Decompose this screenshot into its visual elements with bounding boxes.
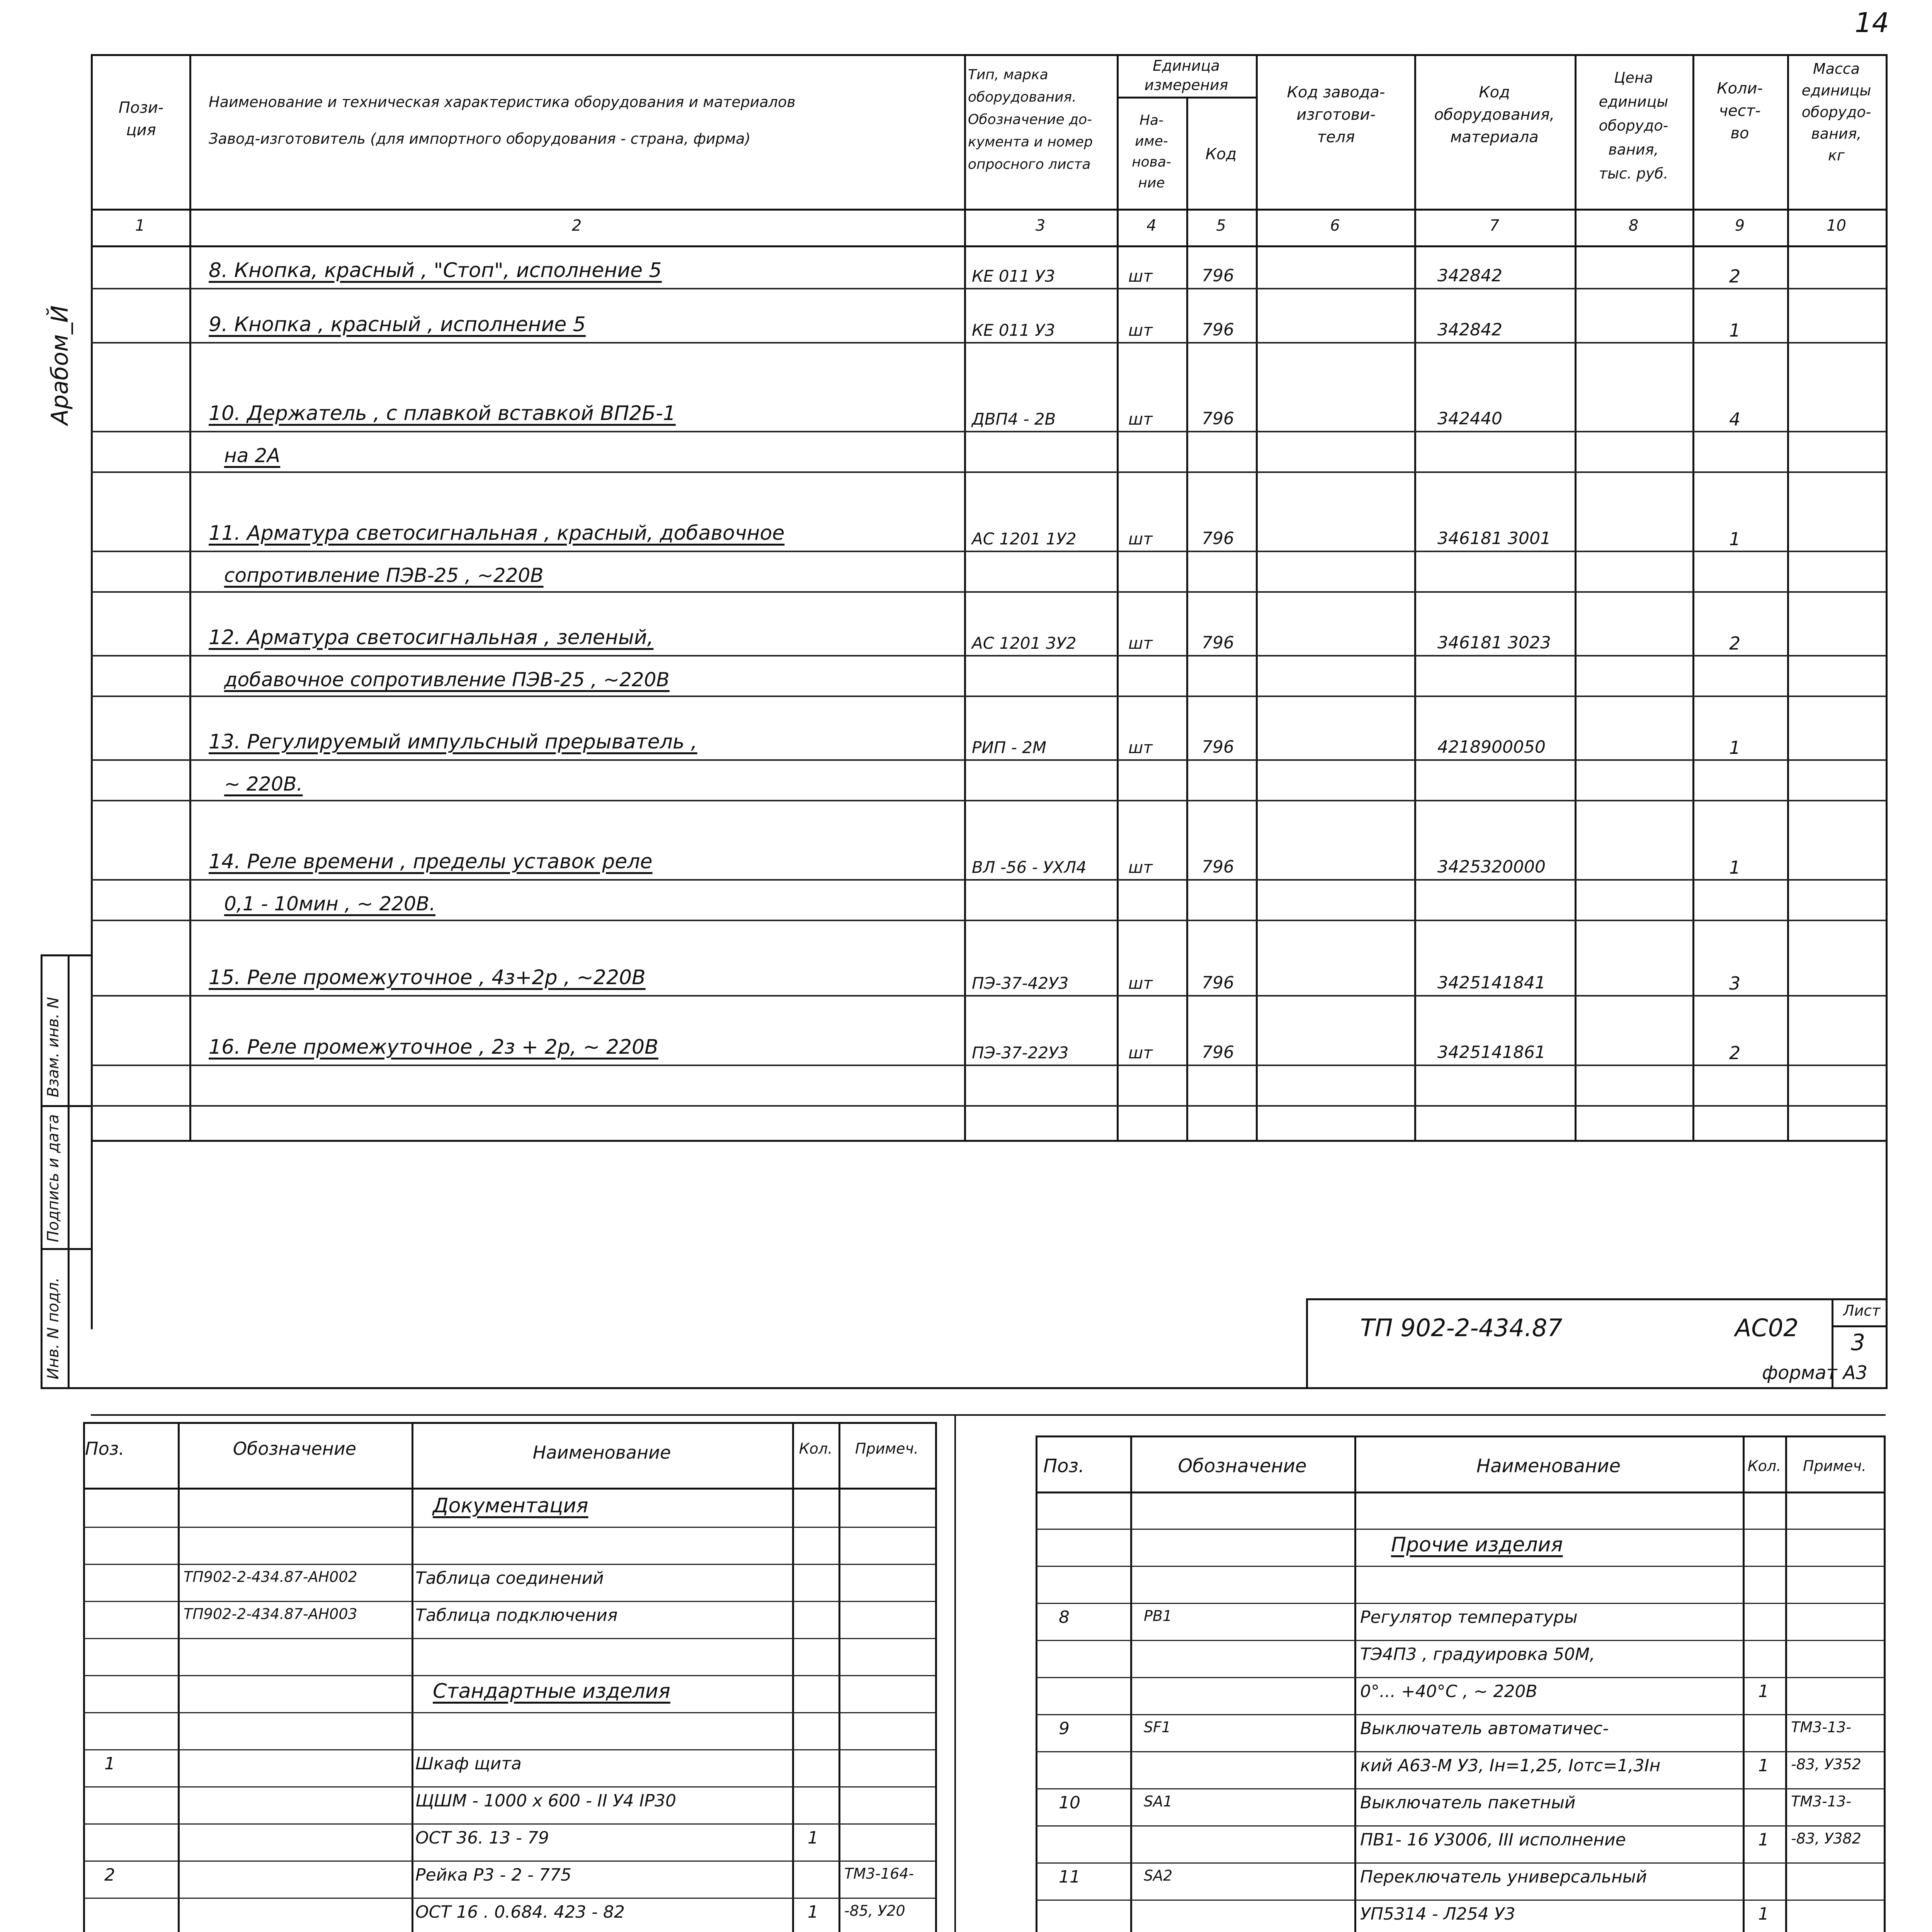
top-stamp-sheet-label: Лист [1843,1302,1881,1319]
top-row-type: АС 1201 3У2 [972,634,1077,653]
ls-row-qty: 1 [808,1828,818,1848]
ls-row-pos: 1 [104,1754,115,1774]
top-row-name2: сопротивление ПЭВ-25 , ~220В [224,564,544,587]
top-row-unit: шт [1128,529,1153,548]
ls-row-des: ТП902-2-434.87-АН003 [184,1605,357,1622]
rs-hdr-des: Обозначение [1178,1455,1307,1477]
top-row-name: 9. Кнопка , красный , исполнение 5 [209,313,586,336]
top-row-name: 10. Держатель , с плавкой вставкой ВП2Б-1 [209,402,676,425]
hdr-unit-name: На- име- нова- ние [1132,112,1171,191]
rs-row-des: SA1 [1144,1793,1173,1810]
top-row-equip-code: 3425141861 [1437,1043,1546,1062]
top-row-qty: 2 [1729,266,1741,287]
top-row-name2: добавочное сопротивление ПЭВ-25 , ~220В [224,668,670,691]
top-row-unit: шт [1128,1043,1153,1062]
top-row-unit: шт [1128,634,1153,653]
hdr-position: Пози- ция [118,99,164,139]
top-row-unit: шт [1128,974,1153,993]
top-row-type: РИП - 2М [972,738,1047,757]
top-row-qty: 1 [1729,529,1741,549]
rs-hdr-pos: Поз. [1043,1455,1085,1477]
top-row-name: 11. Арматура светосигнальная , красный, добавочное [209,522,785,545]
top-row-name2: ~ 220В. [224,773,303,795]
top-row-equip-code: 342842 [1437,320,1502,340]
page-number: 14 [1855,7,1889,39]
rs-row-des: РВ1 [1144,1607,1172,1624]
top-row-type: АС 1201 1У2 [972,529,1077,548]
rs-row-note: -83, У352 [1791,1756,1861,1773]
top-left-label-3: Инв. N подл. [44,1277,62,1379]
top-row-type: ВЛ -56 - УХЛ4 [972,858,1087,877]
top-row-equip-code: 346181 3023 [1437,633,1551,653]
rs-row-qty: 1 [1758,1904,1769,1924]
colnum-7: 7 [1489,217,1500,235]
rs-hdr-note: Примеч. [1803,1458,1866,1475]
format-label: формат А3 [1762,1362,1868,1384]
ls-hdr-qty: Кол. [799,1440,833,1457]
rs-row-name: Регулятор температуры [1360,1607,1578,1627]
top-row-code: 796 [1202,857,1234,877]
hdr-plant-code: Код завода- изготови- теля [1287,83,1385,146]
ls-hdr-name: Наименование [532,1442,671,1463]
top-row-qty: 1 [1729,857,1741,878]
ls-row-pos: 2 [104,1865,115,1885]
rs-row-name: Переключатель универсальный [1360,1867,1647,1887]
hdr-name-b: Завод-изготовитель (для импортного оборудования - страна, фирма) [209,130,751,147]
colnum-10: 10 [1827,217,1846,235]
top-row-type: ПЭ-37-42У3 [972,974,1069,993]
top-row-name2: 0,1 - 10мин , ~ 220В. [224,893,435,915]
rs-row-name: кий А63-М У3, Iн=1,25, Iотс=1,3Iн [1360,1756,1661,1776]
colnum-8: 8 [1628,217,1639,235]
ls-row-name: Рейка Р3 - 2 - 775 [415,1865,571,1885]
rs-row-name: 0°... +40°С , ~ 220В [1360,1682,1537,1701]
ls-hdr-pos: Поз. [85,1438,124,1459]
top-row-unit: шт [1128,321,1153,340]
top-row-code: 796 [1202,1043,1234,1062]
colnum-2: 2 [571,217,582,235]
top-row-name: 13. Регулируемый импульсный прерыватель , [209,730,697,753]
colnum-3: 3 [1035,217,1046,235]
ls-row-name: Документация [433,1494,588,1517]
top-row-qty: 1 [1729,320,1741,341]
top-row-code: 796 [1202,529,1234,548]
ls-row-des: ТП902-2-434.87-АН002 [184,1568,357,1585]
top-left-label-1: Взам. инв. N [44,997,62,1097]
top-row-equip-code: 342842 [1437,266,1502,286]
rs-row-name: Выключатель пакетный [1360,1793,1576,1813]
top-row-name: 15. Реле промежуточное , 4з+2р , ~220В [209,966,646,989]
top-row-name: 14. Реле времени , пределы уставок реле [209,850,653,873]
top-row-code: 796 [1202,266,1234,286]
colnum-6: 6 [1330,217,1340,235]
rs-row-qty: 1 [1758,1830,1769,1850]
rs-row-pos: 10 [1059,1793,1080,1813]
top-row-name: 8. Кнопка, красный , "Стоп", исполнение 5 [209,259,662,282]
ls-hdr-note: Примеч. [855,1440,918,1457]
top-row-code: 796 [1202,737,1234,757]
ls-row-name: ОСТ 16 . 0.684. 423 - 82 [415,1902,625,1922]
ls-row-name: ОСТ 36. 13 - 79 [415,1828,549,1848]
top-row-name2: на 2А [224,444,281,467]
top-row-unit: шт [1128,410,1153,429]
top-stamp-mark: АС02 [1735,1314,1799,1342]
rs-row-qty: 1 [1758,1756,1769,1776]
rs-row-qty: 1 [1758,1682,1769,1701]
colnum-1: 1 [135,217,145,235]
top-row-unit: шт [1128,858,1153,877]
ls-hdr-des: Обозначение [233,1438,357,1459]
colnum-9: 9 [1735,217,1745,235]
ls-row-name: ЩШМ - 1000 х 600 - II У4 IР30 [415,1791,677,1811]
hdr-mass: Масса единицы оборудо- вания, кг [1801,60,1871,164]
top-row-type: ДВП4 - 2В [972,410,1056,429]
hdr-price: Цена единицы оборудо- вания, тыс. руб. [1599,69,1668,182]
rs-row-name: УП5314 - Л254 У3 [1360,1904,1515,1924]
rs-row-pos: 8 [1059,1607,1070,1627]
ls-row-name: Таблица соединений [415,1568,604,1588]
top-row-code: 796 [1202,320,1234,340]
ls-row-note: -85, У20 [844,1902,905,1919]
rs-hdr-qty: Кол. [1747,1458,1781,1475]
top-row-equip-code: 346181 3001 [1437,529,1551,548]
rs-row-pos: 11 [1059,1867,1080,1887]
rs-row-note: -83, У382 [1791,1830,1861,1847]
top-row-type: КЕ 011 У3 [972,267,1055,286]
top-row-type: КЕ 011 У3 [972,321,1055,340]
top-row-equip-code: 4218900050 [1437,737,1546,757]
hdr-unit: Единица измерения [1144,57,1228,94]
top-row-code: 796 [1202,633,1234,653]
hdr-type: Тип, марка оборудования. Обозначение до- кумента и номер опросного листа [968,67,1093,172]
rs-row-name: ПВ1- 16 У3006, III исполнение [1360,1830,1626,1850]
rs-row-pos: 9 [1059,1719,1070,1738]
top-row-qty: 4 [1729,409,1741,430]
top-stamp-code: ТП 902-2-434.87 [1360,1314,1563,1342]
hdr-equip-code: Код оборудования, материала [1434,83,1555,146]
rs-row-note: ТМ3-13- [1791,1719,1851,1736]
ls-row-name: Таблица подключения [415,1605,618,1625]
top-row-qty: 2 [1729,1043,1741,1063]
rs-row-des: SA2 [1144,1867,1173,1884]
rs-row-note: ТМ3-13- [1791,1793,1851,1810]
top-stamp-sheet: 3 [1851,1329,1865,1355]
top-row-qty: 1 [1729,737,1741,758]
colnum-5: 5 [1216,217,1226,235]
top-row-qty: 3 [1729,973,1741,994]
top-row-equip-code: 3425320000 [1437,857,1546,877]
rs-hdr-name: Наименование [1476,1455,1621,1477]
top-row-code: 796 [1202,409,1234,429]
top-row-unit: шт [1128,738,1153,757]
top-row-type: ПЭ-37-22У3 [972,1043,1069,1062]
ls-row-name: Шкаф щита [415,1754,522,1774]
ls-row-name: Стандартные изделия [433,1680,670,1703]
hdr-unit-code: Код [1205,145,1237,163]
colnum-4: 4 [1146,217,1156,235]
ls-row-note: ТМ3-164- [844,1865,914,1882]
rs-row-name: Прочие изделия [1391,1533,1563,1556]
rs-row-name: ТЭ4П3 , градуировка 50М, [1360,1645,1595,1664]
rs-row-name: Выключатель автоматичес- [1360,1719,1609,1738]
top-left-label-2: Подпись и дата [44,1114,62,1242]
top-row-name: 16. Реле промежуточное , 2з + 2р, ~ 220В [209,1036,658,1059]
side-label-album: Арабом_Й [46,305,73,425]
ls-row-qty: 1 [808,1902,818,1922]
hdr-name-a: Наименование и техническая характеристика оборудования и материалов [209,94,796,111]
top-row-code: 796 [1202,973,1234,993]
top-row-equip-code: 3425141841 [1437,973,1546,993]
hdr-qty: Коли- чест- во [1717,80,1763,142]
rs-row-des: SF1 [1144,1719,1171,1736]
top-row-equip-code: 342440 [1437,409,1502,429]
top-row-qty: 2 [1729,633,1741,654]
top-row-unit: шт [1128,267,1153,286]
top-row-name: 12. Арматура светосигнальная , зеленый, [209,626,654,649]
